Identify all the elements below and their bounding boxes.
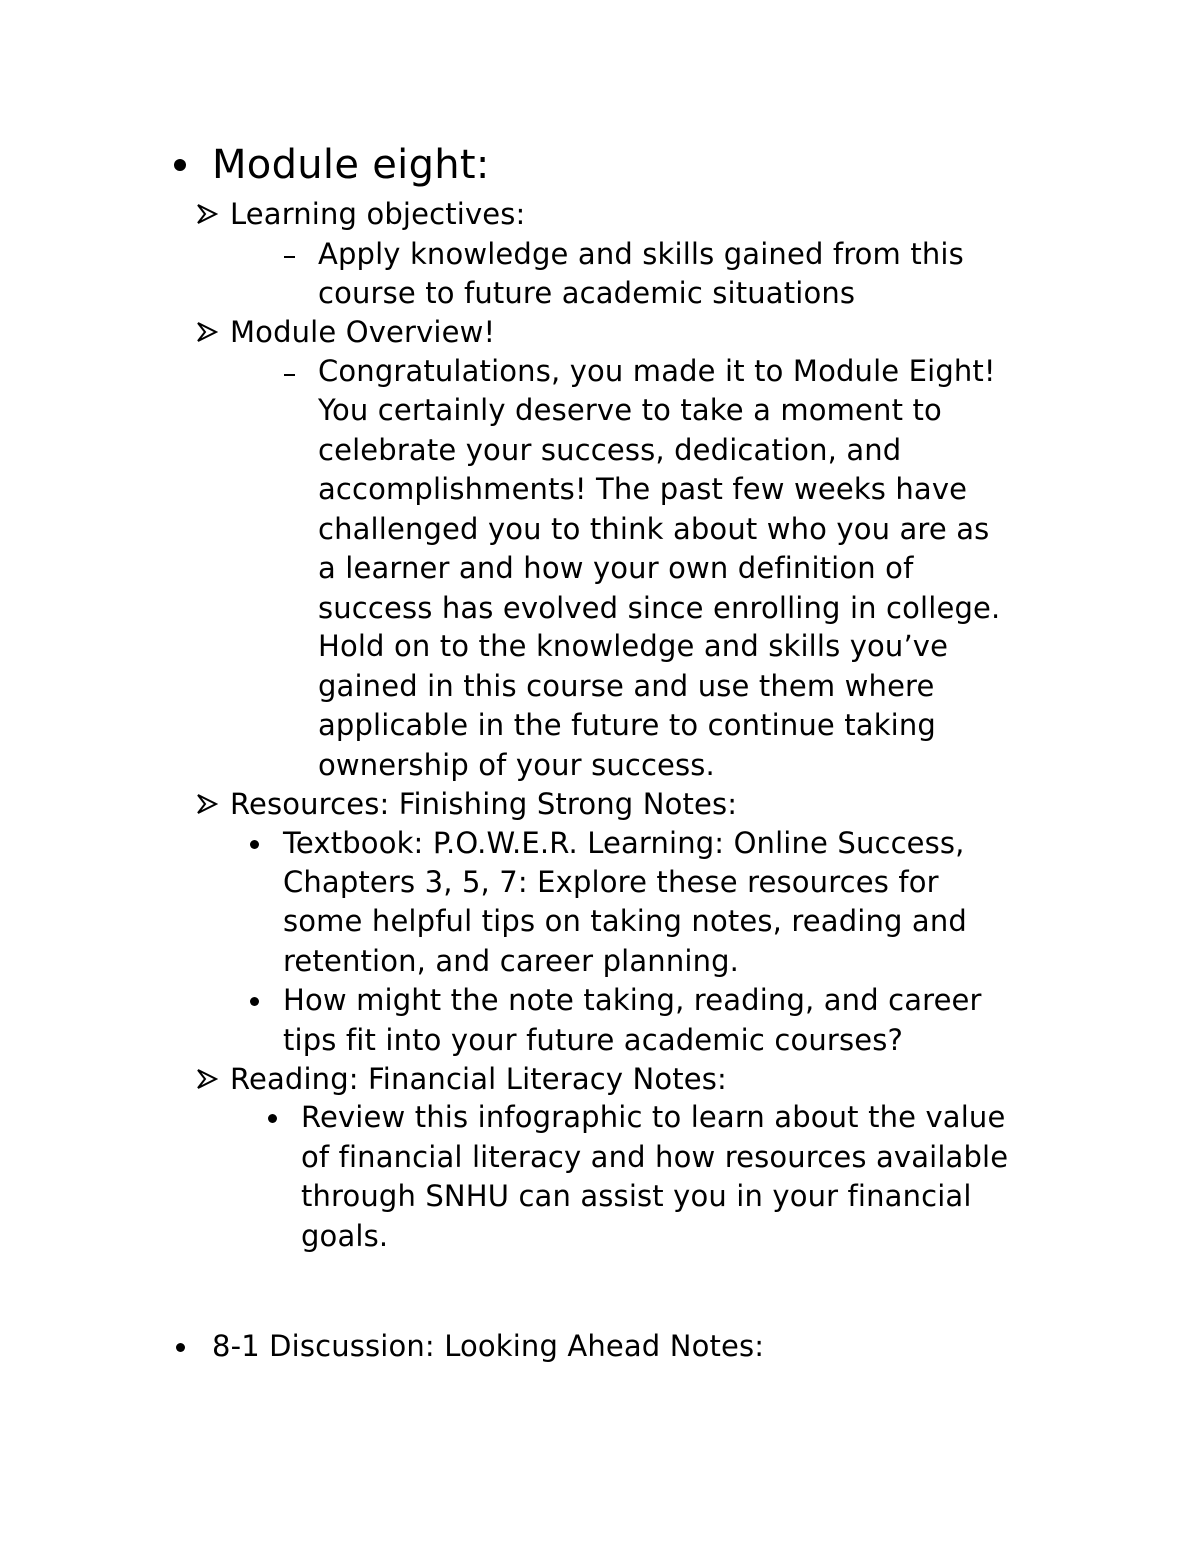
overview-line: gained in this course and use them where [318, 669, 935, 703]
list-bullet [250, 997, 259, 1006]
overview-line: accomplishments! The past few weeks have [318, 472, 968, 506]
overview-line: ownership of your success. [318, 748, 715, 782]
reading-line: of financial literacy and how resources available [301, 1140, 1009, 1174]
reading-line: goals. [301, 1219, 389, 1253]
resource-line: tips fit into your future academic courses? [283, 1023, 903, 1057]
overview-line: applicable in the future to continue taking [318, 708, 936, 742]
module-title: Module eight: [212, 142, 490, 188]
resource-line: Chapters 3, 5, 7: Explore these resources for [283, 865, 939, 899]
overview-line: Hold on to the knowledge and skills you’ve [318, 629, 949, 663]
discussion-bullet [176, 1343, 185, 1352]
list-bullet [268, 1114, 277, 1123]
reading-heading: Reading: Financial Literacy Notes: [230, 1062, 727, 1096]
reading-line: through SNHU can assist you in your financial [301, 1179, 972, 1213]
resource-line: How might the note taking, reading, and career [283, 983, 982, 1017]
dash-bullet [284, 256, 295, 258]
arrow-bullet-icon [196, 203, 218, 225]
objective-line: Apply knowledge and skills gained from this [318, 237, 964, 271]
resource-line: some helpful tips on taking notes, reading and [283, 904, 967, 938]
list-bullet [250, 840, 259, 849]
arrow-bullet-icon [196, 1068, 218, 1090]
arrow-bullet-icon [196, 321, 218, 343]
overview-line: challenged you to think about who you are as [318, 512, 990, 546]
module-bullet [174, 159, 186, 171]
dash-bullet [284, 374, 295, 376]
discussion-title: 8-1 Discussion: Looking Ahead Notes: [212, 1329, 765, 1363]
reading-line: Review this infographic to learn about the value [301, 1100, 1006, 1134]
arrow-bullet-icon [196, 793, 218, 815]
overview-line: a learner and how your own definition of [318, 551, 914, 585]
overview-line: success has evolved since enrolling in college. [318, 591, 1001, 625]
overview-line: You certainly deserve to take a moment to [318, 393, 942, 427]
overview-heading: Module Overview! [230, 315, 496, 349]
overview-line: Congratulations, you made it to Module Eight! [318, 354, 996, 388]
learning-objectives-heading: Learning objectives: [230, 197, 526, 231]
overview-line: celebrate your success, dedication, and [318, 433, 902, 467]
resource-line: retention, and career planning. [283, 944, 740, 978]
resources-heading: Resources: Finishing Strong Notes: [230, 787, 738, 821]
objective-line: course to future academic situations [318, 276, 856, 310]
resource-line: Textbook: P.O.W.E.R. Learning: Online Success, [283, 826, 965, 860]
